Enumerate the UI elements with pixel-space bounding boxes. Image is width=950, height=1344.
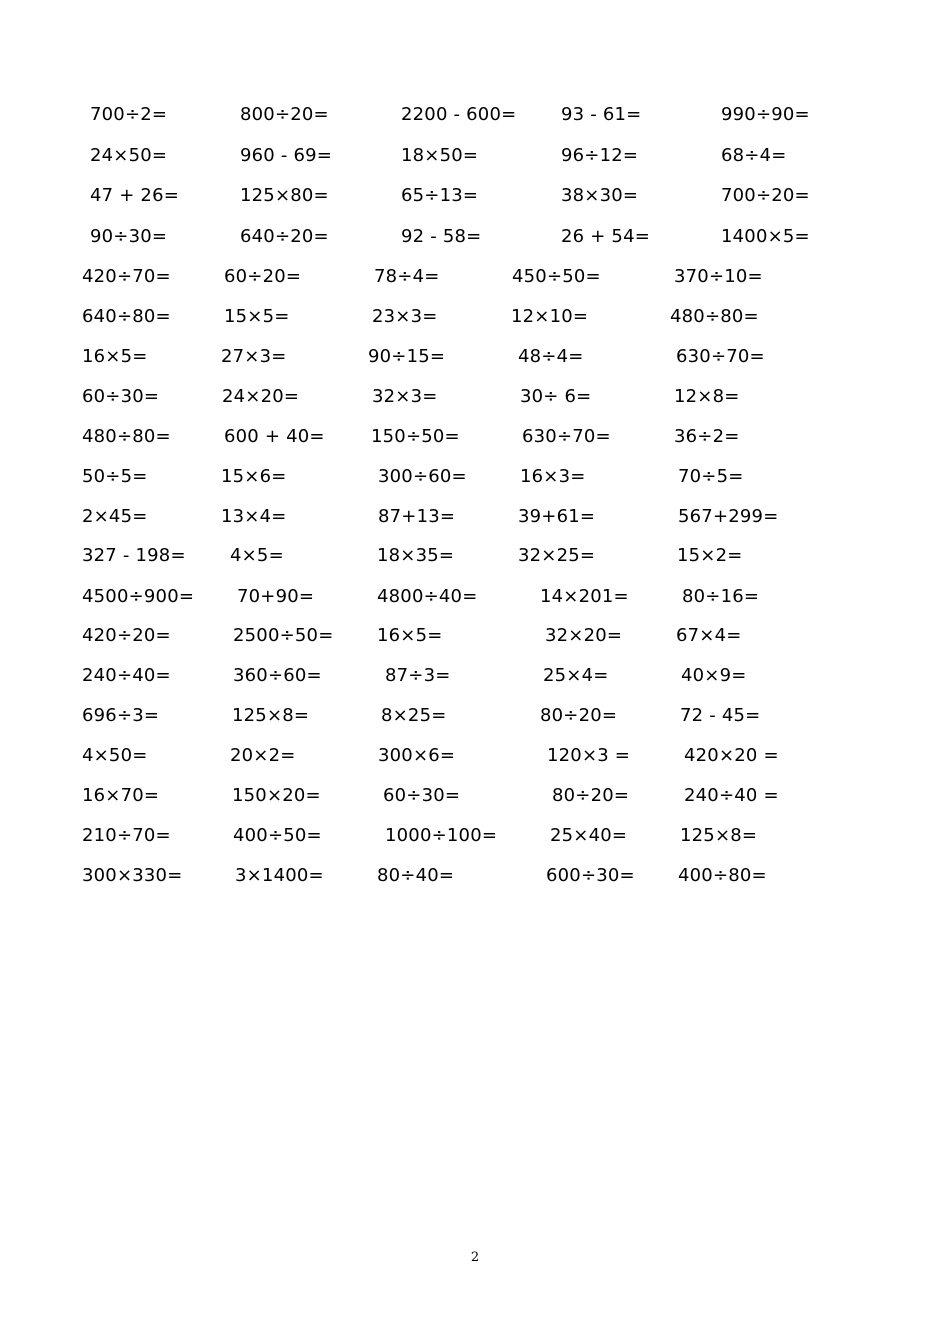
math-problem: 2×45= (82, 506, 148, 527)
math-problem: 4×5= (230, 545, 284, 566)
math-problem: 960 - 69= (240, 145, 333, 166)
math-problem: 47 + 26= (90, 185, 180, 206)
math-problem: 327 - 198= (82, 545, 186, 566)
math-problem: 68÷4= (721, 145, 787, 166)
math-problem: 640÷20= (240, 226, 329, 247)
math-problem: 18×50= (401, 145, 479, 166)
math-problem: 420÷70= (82, 266, 171, 287)
math-problem: 400÷80= (678, 865, 767, 886)
math-problem: 600 + 40= (224, 426, 325, 447)
math-problem: 60÷30= (82, 386, 160, 407)
math-problem: 25×40= (550, 825, 628, 846)
math-problem: 630÷70= (522, 426, 611, 447)
math-problem: 990÷90= (721, 104, 810, 125)
math-problem: 700÷20= (721, 185, 810, 206)
math-problem: 60÷30= (383, 785, 461, 806)
math-problem: 420×20 = (684, 745, 779, 766)
math-problem: 16×5= (82, 346, 148, 367)
math-problem: 567+299= (678, 506, 779, 527)
math-problem: 90÷30= (90, 226, 168, 247)
math-problem: 70+90= (237, 586, 315, 607)
math-problem: 92 - 58= (401, 226, 482, 247)
math-problem: 370÷10= (674, 266, 763, 287)
math-problem: 600÷30= (546, 865, 635, 886)
math-problem: 1000÷100= (385, 825, 498, 846)
math-problem: 360÷60= (233, 665, 322, 686)
math-problem: 38×30= (561, 185, 639, 206)
math-problem: 400÷50= (233, 825, 322, 846)
math-problem: 93 - 61= (561, 104, 642, 125)
math-problem: 80÷20= (552, 785, 630, 806)
math-problem: 480÷80= (82, 426, 171, 447)
math-problem: 1400×5= (721, 226, 810, 247)
math-problem: 80÷40= (377, 865, 455, 886)
math-problem: 125×80= (240, 185, 329, 206)
math-problem: 78÷4= (374, 266, 440, 287)
math-problem: 700÷2= (90, 104, 168, 125)
math-problem: 15×6= (221, 466, 287, 487)
math-problem: 65÷13= (401, 185, 479, 206)
math-problem: 696÷3= (82, 705, 160, 726)
math-problem: 15×5= (224, 306, 290, 327)
math-problem: 210÷70= (82, 825, 171, 846)
math-problem: 32×20= (545, 625, 623, 646)
math-problem: 20×2= (230, 745, 296, 766)
math-problem: 23×3= (372, 306, 438, 327)
math-problem: 800÷20= (240, 104, 329, 125)
math-problem: 90÷15= (368, 346, 446, 367)
math-problem: 300×6= (378, 745, 456, 766)
math-problem: 3×1400= (235, 865, 324, 886)
math-problem: 12×8= (674, 386, 740, 407)
math-problem: 125×8= (232, 705, 310, 726)
math-problem: 420÷20= (82, 625, 171, 646)
math-problem: 80÷16= (682, 586, 760, 607)
math-problem: 480÷80= (670, 306, 759, 327)
math-problem: 2200 - 600= (401, 104, 517, 125)
math-problem: 4800÷40= (377, 586, 478, 607)
math-problem: 16×3= (520, 466, 586, 487)
math-problem: 26 + 54= (561, 226, 651, 247)
math-problem: 24×50= (90, 145, 168, 166)
math-problem: 60÷20= (224, 266, 302, 287)
math-problem: 40×9= (681, 665, 747, 686)
math-problem: 18×35= (377, 545, 455, 566)
math-problem: 39+61= (518, 506, 596, 527)
math-problem: 120×3 = (547, 745, 631, 766)
math-problem: 240÷40 = (684, 785, 779, 806)
math-problem: 4×50= (82, 745, 148, 766)
math-problem: 150×20= (232, 785, 321, 806)
math-problem: 36÷2= (674, 426, 740, 447)
math-problem: 87+13= (378, 506, 456, 527)
math-problem: 450÷50= (512, 266, 601, 287)
math-problem: 96÷12= (561, 145, 639, 166)
math-problem: 16×70= (82, 785, 160, 806)
math-problem: 27×3= (221, 346, 287, 367)
math-problem: 630÷70= (676, 346, 765, 367)
math-problem: 70÷5= (678, 466, 744, 487)
math-problem: 640÷80= (82, 306, 171, 327)
math-problem: 87÷3= (385, 665, 451, 686)
math-problem: 12×10= (511, 306, 589, 327)
math-problem: 8×25= (381, 705, 447, 726)
math-problem: 240÷40= (82, 665, 171, 686)
math-problem: 48÷4= (518, 346, 584, 367)
math-problem: 2500÷50= (233, 625, 334, 646)
math-problem: 125×8= (680, 825, 758, 846)
math-problem: 150÷50= (371, 426, 460, 447)
math-problem: 14×201= (540, 586, 629, 607)
math-problem: 16×5= (377, 625, 443, 646)
math-problem: 4500÷900= (82, 586, 195, 607)
math-problem: 30÷ 6= (520, 386, 592, 407)
math-problem: 15×2= (677, 545, 743, 566)
math-problem: 300×330= (82, 865, 183, 886)
math-problem: 32×3= (372, 386, 438, 407)
math-problem: 72 - 45= (680, 705, 761, 726)
math-problem: 25×4= (543, 665, 609, 686)
math-problem: 13×4= (221, 506, 287, 527)
page-number: 2 (470, 1250, 480, 1265)
math-problem: 24×20= (222, 386, 300, 407)
math-problem: 67×4= (676, 625, 742, 646)
math-problem: 50÷5= (82, 466, 148, 487)
math-problem: 300÷60= (378, 466, 467, 487)
math-problem: 80÷20= (540, 705, 618, 726)
math-problem: 32×25= (518, 545, 596, 566)
